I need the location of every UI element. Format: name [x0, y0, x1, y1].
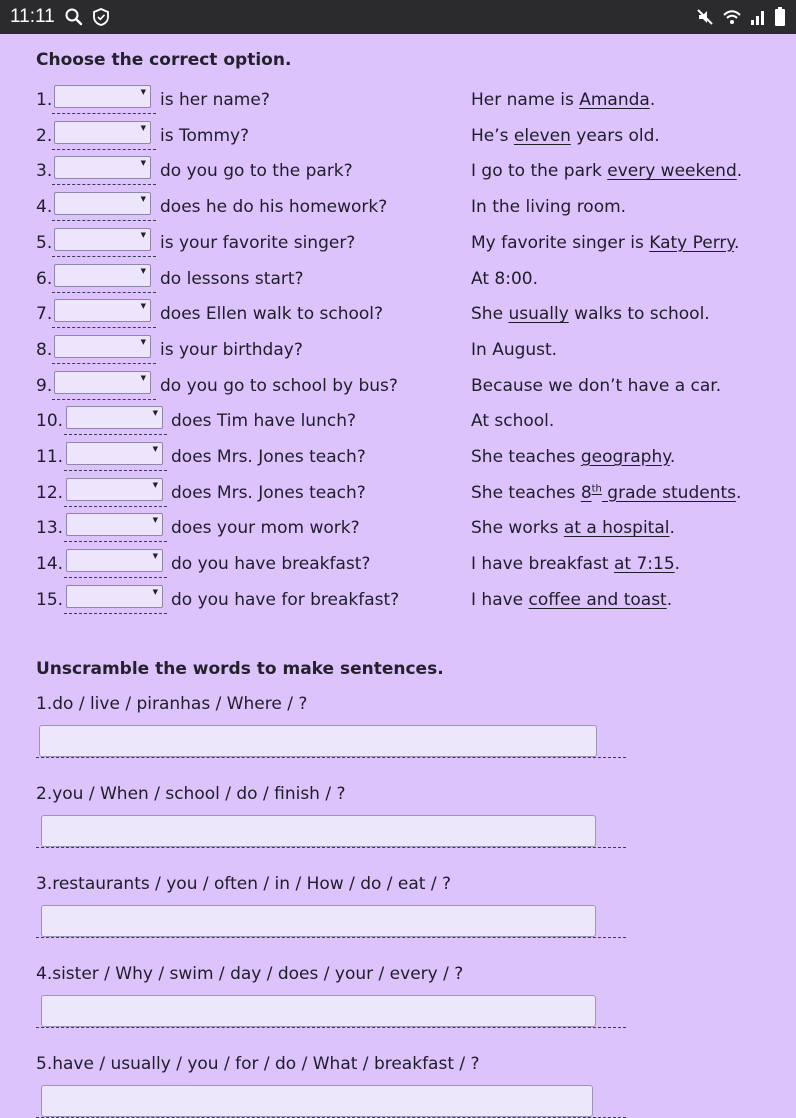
answer-part: . — [674, 554, 681, 575]
question-row — [0, 443, 796, 475]
chevron-down-icon: ▼ — [140, 195, 146, 204]
battery-icon — [774, 7, 786, 27]
answer-blank-line — [52, 184, 156, 185]
chevron-down-icon: ▼ — [152, 480, 158, 489]
answer-sentence — [471, 161, 742, 181]
answer-sentence — [471, 518, 675, 538]
answer-part: She teaches — [471, 482, 581, 503]
answer-sentence — [471, 126, 660, 146]
answer-part: In the living room. — [471, 197, 627, 218]
question-text: does Tim have lunch? — [171, 411, 356, 432]
answer-blank-line — [64, 577, 167, 578]
answer-blank-line — [52, 292, 156, 293]
underlined-answer-part: Katy Perry — [649, 232, 735, 253]
question-row — [0, 122, 796, 154]
question-word-dropdown[interactable] — [54, 264, 151, 287]
chevron-down-icon: ▼ — [140, 88, 146, 96]
question-word-dropdown[interactable] — [54, 228, 151, 251]
answer-blank-line — [64, 613, 167, 614]
signal-icon — [750, 8, 766, 26]
search-icon — [64, 7, 84, 27]
question-number: 9. — [36, 375, 53, 396]
answer-part: walks to school. — [568, 304, 710, 325]
answer-part: . — [734, 232, 740, 253]
answer-part: She works — [471, 518, 564, 539]
sentence-answer-input[interactable] — [39, 725, 597, 757]
underlined-answer-part: at a hospital — [563, 518, 670, 539]
chevron-down-icon: ▼ — [140, 123, 146, 132]
question-row — [0, 514, 796, 546]
question-row — [0, 265, 796, 297]
underlined-answer-part: geography — [580, 447, 670, 467]
chevron-down-icon: ▼ — [152, 587, 158, 596]
answer-sentence — [471, 411, 554, 431]
answer-blank-line — [64, 470, 167, 471]
answer-blank-line — [52, 256, 156, 257]
underlined-answer-part: Amanda — [579, 90, 650, 110]
answer-blank-line — [36, 847, 626, 848]
question-word-dropdown[interactable] — [54, 85, 151, 108]
question-text: do you go to the park? — [160, 161, 353, 182]
question-number: 15. — [36, 589, 64, 610]
answer-blank-line — [36, 937, 626, 938]
scrambled-words-label: 1.do / live / piranhas / Where / ? — [36, 694, 308, 714]
question-text: do you go to school by bus? — [160, 375, 398, 396]
answer-blank-line — [36, 1027, 626, 1028]
answer-blank-line — [52, 327, 156, 328]
answer-sentence — [471, 269, 538, 289]
question-word-dropdown[interactable] — [66, 442, 163, 465]
chevron-down-icon: ▼ — [152, 409, 158, 418]
question-number: 1. — [36, 90, 53, 110]
answer-blank-line — [64, 434, 167, 435]
answer-part: My favorite singer is — [471, 232, 650, 253]
answer-blank-line — [52, 363, 156, 364]
chevron-down-icon: ▼ — [140, 373, 146, 382]
question-number: 2. — [36, 125, 53, 146]
answer-part: In August. — [471, 339, 558, 360]
underlined-answer-part: usually — [508, 304, 569, 325]
question-word-dropdown[interactable] — [66, 406, 163, 429]
answer-blank-line — [64, 506, 167, 507]
question-row — [0, 229, 796, 261]
question-word-dropdown[interactable] — [54, 335, 151, 358]
answer-sentence — [471, 590, 672, 610]
sentence-answer-input[interactable] — [41, 905, 596, 937]
question-row — [0, 193, 796, 225]
question-row — [0, 157, 796, 189]
scrambled-words-label: 3.restaurants / you / often / in / How / do / eat / ? — [36, 874, 452, 894]
underlined-answer-part: coffee and toast — [528, 589, 667, 610]
chevron-down-icon: ▼ — [140, 337, 146, 346]
answer-sentence — [471, 340, 557, 360]
answer-part: . — [669, 518, 675, 539]
question-text: does Ellen walk to school? — [160, 304, 384, 325]
question-row — [0, 336, 796, 368]
answer-blank-line — [52, 220, 156, 221]
question-row — [0, 372, 796, 404]
question-word-dropdown[interactable] — [66, 478, 163, 501]
answer-part: At school. — [471, 411, 555, 432]
question-text: is your favorite singer? — [160, 232, 356, 253]
wifi-icon — [722, 8, 742, 26]
answer-part: She teaches — [471, 447, 581, 467]
answer-part: Her name is — [471, 90, 580, 110]
question-text: do lessons start? — [160, 268, 304, 289]
chevron-down-icon: ▼ — [152, 445, 158, 453]
question-word-dropdown[interactable] — [54, 156, 151, 179]
question-text: is Tommy? — [160, 125, 250, 146]
underlined-answer-part: every weekend — [607, 161, 737, 182]
question-word-dropdown[interactable] — [66, 549, 163, 572]
underlined-answer-part: grade students — [601, 482, 737, 503]
chevron-down-icon: ▼ — [140, 159, 146, 168]
sentence-answer-input[interactable] — [41, 995, 596, 1027]
underlined-answer-part: th — [591, 483, 602, 495]
question-row — [0, 550, 796, 582]
section2-heading: Unscramble the words to make sentences. — [36, 659, 444, 679]
question-number: 13. — [36, 518, 64, 539]
question-number: 12. — [36, 482, 64, 503]
answer-part: At 8:00. — [471, 268, 538, 289]
answer-sentence — [471, 483, 741, 503]
answer-part: I go to the park — [471, 161, 608, 182]
answer-sentence — [471, 90, 655, 110]
answer-part: years old. — [570, 125, 660, 146]
underlined-answer-part: eleven — [513, 125, 571, 146]
answer-part: She — [471, 304, 509, 325]
question-number: 14. — [36, 554, 64, 575]
answer-sentence — [471, 554, 680, 574]
question-row — [0, 407, 796, 439]
answer-part: I have breakfast — [471, 554, 614, 575]
question-number: 11. — [36, 447, 64, 467]
answer-blank-line — [64, 541, 167, 542]
question-row — [0, 479, 796, 511]
question-word-dropdown[interactable] — [66, 585, 163, 608]
chevron-down-icon: ▼ — [140, 230, 146, 239]
status-time: 11:11 — [10, 6, 55, 27]
sentence-answer-input[interactable] — [41, 815, 596, 847]
scrambled-words-label: 4.sister / Why / swim / day / does / your / every / ? — [36, 964, 464, 984]
answer-part: He’s — [471, 125, 514, 146]
section1-heading: Choose the correct option. — [36, 50, 292, 70]
answer-part: Because we don’t have a car. — [471, 375, 722, 396]
mute-icon — [696, 8, 714, 26]
chevron-down-icon: ▼ — [140, 302, 146, 311]
question-text: does he do his homework? — [160, 197, 388, 218]
question-number: 3. — [36, 161, 53, 182]
question-number: 10. — [36, 411, 64, 432]
scrambled-words-label: 5.have / usually / you / for / do / What / breakfast / ? — [36, 1054, 480, 1074]
question-word-dropdown[interactable] — [54, 299, 151, 322]
question-word-dropdown[interactable] — [54, 371, 151, 394]
question-row — [0, 586, 796, 618]
answer-sentence — [471, 376, 721, 396]
answer-part: I have — [471, 589, 529, 610]
chevron-down-icon: ▼ — [140, 266, 146, 275]
chevron-down-icon: ▼ — [152, 552, 158, 561]
underlined-answer-part: 8 — [580, 482, 592, 503]
answer-blank-line — [52, 149, 156, 150]
answer-blank-line — [52, 399, 156, 400]
answer-sentence — [471, 233, 739, 253]
question-number: 5. — [36, 232, 53, 253]
answer-sentence — [471, 304, 710, 324]
status-bar — [0, 0, 796, 34]
question-number: 4. — [36, 197, 53, 218]
question-word-dropdown[interactable] — [66, 513, 163, 536]
answer-part: . — [736, 482, 742, 503]
answer-blank-line — [36, 757, 626, 758]
question-row — [0, 86, 796, 118]
answer-sentence — [471, 197, 626, 217]
answer-part: . — [666, 589, 673, 610]
underlined-answer-part: at 7:15 — [614, 554, 675, 575]
question-word-dropdown[interactable] — [54, 192, 151, 215]
question-text: does your mom work? — [171, 518, 360, 539]
answer-sentence — [471, 447, 675, 467]
question-text: does Mrs. Jones teach? — [171, 447, 366, 467]
question-word-dropdown[interactable] — [54, 121, 151, 144]
question-number: 7. — [36, 304, 53, 325]
answer-part: . — [649, 90, 656, 110]
worksheet — [0, 34, 796, 1108]
answer-part: . — [669, 447, 676, 467]
question-text: do you have for breakfast? — [171, 589, 400, 610]
sentence-answer-input[interactable] — [41, 1085, 593, 1117]
answer-blank-line — [52, 113, 156, 114]
scrambled-words-label: 2.you / When / school / do / finish / ? — [36, 784, 346, 804]
question-text: do you have breakfast? — [171, 554, 371, 575]
question-number: 6. — [36, 268, 53, 289]
question-text: does Mrs. Jones teach? — [171, 482, 366, 503]
question-text: is your birthday? — [160, 339, 303, 360]
chevron-down-icon: ▼ — [152, 516, 158, 525]
shield-icon — [92, 7, 110, 27]
answer-part: . — [736, 161, 743, 182]
question-text: is her name? — [160, 90, 270, 110]
question-number: 8. — [36, 339, 53, 360]
question-row — [0, 300, 796, 332]
